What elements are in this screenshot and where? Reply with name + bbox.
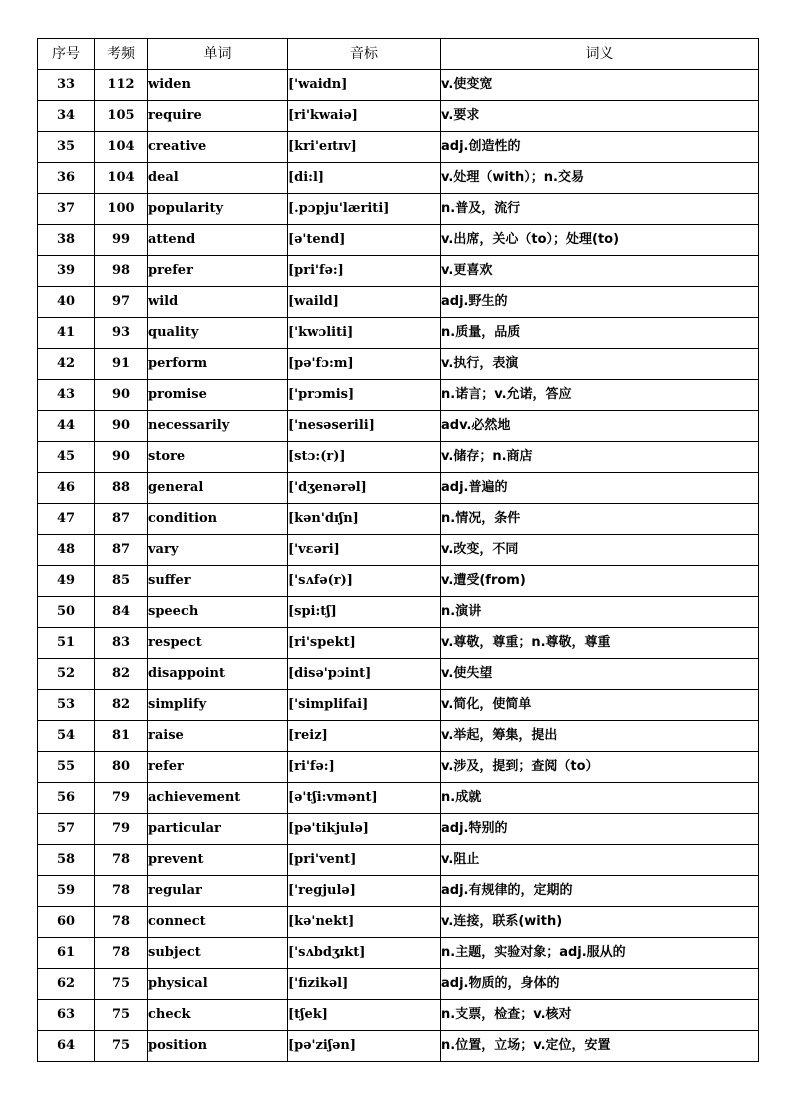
cell-word: necessarily <box>148 411 288 442</box>
cell-definition: adj.创造性的 <box>441 132 759 163</box>
table-row <box>38 318 759 349</box>
table-row <box>38 225 759 256</box>
cell-frequency: 79 <box>95 783 148 814</box>
cell-word: wild <box>148 287 288 318</box>
cell-definition: v.遭受(from) <box>441 566 759 597</box>
cell-index: 49 <box>38 566 95 597</box>
table-row <box>38 535 759 566</box>
cell-frequency: 83 <box>95 628 148 659</box>
cell-phonetic: ['sʌbdʒɪkt] <box>288 938 441 969</box>
cell-frequency: 78 <box>95 938 148 969</box>
table-body <box>38 70 759 1062</box>
header-definition: 词义 <box>441 39 759 70</box>
cell-index: 46 <box>38 473 95 504</box>
cell-definition: v.使变宽 <box>441 70 759 101</box>
cell-index: 36 <box>38 163 95 194</box>
cell-index: 62 <box>38 969 95 1000</box>
cell-word: require <box>148 101 288 132</box>
cell-word: achievement <box>148 783 288 814</box>
table-row <box>38 814 759 845</box>
table-row <box>38 287 759 318</box>
cell-phonetic: [pri'fə:] <box>288 256 441 287</box>
cell-frequency: 87 <box>95 504 148 535</box>
cell-definition: adj.普遍的 <box>441 473 759 504</box>
cell-phonetic: [ə'tend] <box>288 225 441 256</box>
cell-word: check <box>148 1000 288 1031</box>
cell-word: attend <box>148 225 288 256</box>
cell-word: simplify <box>148 690 288 721</box>
cell-word: respect <box>148 628 288 659</box>
cell-word: creative <box>148 132 288 163</box>
cell-index: 57 <box>38 814 95 845</box>
table-row <box>38 628 759 659</box>
cell-definition: adj.物质的，身体的 <box>441 969 759 1000</box>
table-row <box>38 783 759 814</box>
cell-word: connect <box>148 907 288 938</box>
cell-definition: n.位置，立场；v.定位，安置 <box>441 1031 759 1062</box>
cell-definition: n.普及，流行 <box>441 194 759 225</box>
cell-index: 39 <box>38 256 95 287</box>
cell-definition: v.改变，不同 <box>441 535 759 566</box>
cell-phonetic: ['prɔmis] <box>288 380 441 411</box>
cell-phonetic: ['simplifai] <box>288 690 441 721</box>
table-row <box>38 597 759 628</box>
cell-definition: v.阻止 <box>441 845 759 876</box>
cell-index: 53 <box>38 690 95 721</box>
cell-definition: adj.有规律的，定期的 <box>441 876 759 907</box>
cell-definition: v.更喜欢 <box>441 256 759 287</box>
cell-phonetic: [reiz] <box>288 721 441 752</box>
table-row <box>38 194 759 225</box>
cell-word: popularity <box>148 194 288 225</box>
cell-phonetic: [kə'nekt] <box>288 907 441 938</box>
header-phonetic: 音标 <box>288 39 441 70</box>
cell-definition: v.执行，表演 <box>441 349 759 380</box>
cell-index: 56 <box>38 783 95 814</box>
table-row <box>38 349 759 380</box>
cell-word: condition <box>148 504 288 535</box>
cell-phonetic: [ri'kwaiə] <box>288 101 441 132</box>
cell-index: 51 <box>38 628 95 659</box>
cell-frequency: 75 <box>95 1031 148 1062</box>
table-row <box>38 845 759 876</box>
cell-frequency: 97 <box>95 287 148 318</box>
cell-definition: v.要求 <box>441 101 759 132</box>
cell-phonetic: [pə'tikjulə] <box>288 814 441 845</box>
table-row <box>38 411 759 442</box>
cell-definition: n.诺言；v.允诺，答应 <box>441 380 759 411</box>
cell-word: widen <box>148 70 288 101</box>
cell-word: store <box>148 442 288 473</box>
table-row <box>38 132 759 163</box>
cell-word: subject <box>148 938 288 969</box>
cell-index: 61 <box>38 938 95 969</box>
cell-index: 64 <box>38 1031 95 1062</box>
cell-word: promise <box>148 380 288 411</box>
cell-phonetic: [stɔ:(r)] <box>288 442 441 473</box>
cell-definition: n.支票，检查；v.核对 <box>441 1000 759 1031</box>
cell-index: 47 <box>38 504 95 535</box>
cell-index: 59 <box>38 876 95 907</box>
cell-frequency: 105 <box>95 101 148 132</box>
cell-definition: n.质量，品质 <box>441 318 759 349</box>
table-row <box>38 163 759 194</box>
cell-index: 35 <box>38 132 95 163</box>
cell-word: prefer <box>148 256 288 287</box>
header-row <box>38 39 759 70</box>
cell-frequency: 98 <box>95 256 148 287</box>
cell-phonetic: ['kwɔliti] <box>288 318 441 349</box>
cell-definition: v.处理（with）；n.交易 <box>441 163 759 194</box>
cell-word: position <box>148 1031 288 1062</box>
table-row <box>38 659 759 690</box>
cell-phonetic: [ri'fə:] <box>288 752 441 783</box>
cell-definition: v.连接，联系(with) <box>441 907 759 938</box>
cell-frequency: 84 <box>95 597 148 628</box>
cell-phonetic: [tʃek] <box>288 1000 441 1031</box>
cell-word: deal <box>148 163 288 194</box>
table-row <box>38 256 759 287</box>
cell-definition: adj.特别的 <box>441 814 759 845</box>
cell-definition: n.情况，条件 <box>441 504 759 535</box>
cell-frequency: 75 <box>95 1000 148 1031</box>
cell-index: 60 <box>38 907 95 938</box>
cell-index: 37 <box>38 194 95 225</box>
cell-frequency: 104 <box>95 132 148 163</box>
table-row <box>38 473 759 504</box>
cell-frequency: 78 <box>95 876 148 907</box>
cell-frequency: 87 <box>95 535 148 566</box>
table-row <box>38 566 759 597</box>
cell-index: 41 <box>38 318 95 349</box>
table-row <box>38 70 759 101</box>
cell-frequency: 78 <box>95 845 148 876</box>
cell-index: 45 <box>38 442 95 473</box>
cell-frequency: 88 <box>95 473 148 504</box>
cell-phonetic: [pri'vent] <box>288 845 441 876</box>
cell-word: quality <box>148 318 288 349</box>
cell-phonetic: ['sʌfə(r)] <box>288 566 441 597</box>
cell-frequency: 78 <box>95 907 148 938</box>
cell-frequency: 90 <box>95 442 148 473</box>
table-row <box>38 442 759 473</box>
cell-frequency: 75 <box>95 969 148 1000</box>
cell-index: 58 <box>38 845 95 876</box>
cell-frequency: 91 <box>95 349 148 380</box>
table-row <box>38 969 759 1000</box>
cell-frequency: 104 <box>95 163 148 194</box>
cell-frequency: 85 <box>95 566 148 597</box>
cell-definition: adj.野生的 <box>441 287 759 318</box>
table-row <box>38 101 759 132</box>
cell-word: disappoint <box>148 659 288 690</box>
cell-phonetic: ['vɛəri] <box>288 535 441 566</box>
table-row <box>38 907 759 938</box>
vocabulary-table <box>37 38 759 1062</box>
cell-frequency: 90 <box>95 380 148 411</box>
cell-phonetic: [disə'pɔint] <box>288 659 441 690</box>
cell-index: 48 <box>38 535 95 566</box>
table-row <box>38 721 759 752</box>
table-row <box>38 938 759 969</box>
cell-frequency: 79 <box>95 814 148 845</box>
cell-word: refer <box>148 752 288 783</box>
cell-frequency: 112 <box>95 70 148 101</box>
cell-phonetic: ['regjulə] <box>288 876 441 907</box>
cell-word: perform <box>148 349 288 380</box>
cell-phonetic: [di:l] <box>288 163 441 194</box>
cell-definition: n.演讲 <box>441 597 759 628</box>
cell-frequency: 90 <box>95 411 148 442</box>
cell-index: 34 <box>38 101 95 132</box>
cell-frequency: 99 <box>95 225 148 256</box>
cell-phonetic: [spi:tʃ] <box>288 597 441 628</box>
table-row <box>38 752 759 783</box>
cell-frequency: 82 <box>95 659 148 690</box>
cell-frequency: 100 <box>95 194 148 225</box>
cell-phonetic: [pə'ziʃən] <box>288 1031 441 1062</box>
cell-phonetic: ['fizikəl] <box>288 969 441 1000</box>
cell-definition: n.成就 <box>441 783 759 814</box>
table-row <box>38 1031 759 1062</box>
cell-word: general <box>148 473 288 504</box>
cell-index: 43 <box>38 380 95 411</box>
cell-phonetic: ['nesəserili] <box>288 411 441 442</box>
cell-word: particular <box>148 814 288 845</box>
cell-word: prevent <box>148 845 288 876</box>
cell-word: suffer <box>148 566 288 597</box>
cell-index: 52 <box>38 659 95 690</box>
cell-index: 50 <box>38 597 95 628</box>
table-row <box>38 690 759 721</box>
table-row <box>38 380 759 411</box>
cell-phonetic: [ri'spekt] <box>288 628 441 659</box>
cell-word: raise <box>148 721 288 752</box>
cell-phonetic: [ə'tʃi:vmənt] <box>288 783 441 814</box>
header-frequency: 考频 <box>95 39 148 70</box>
cell-definition: v.简化，使简单 <box>441 690 759 721</box>
cell-phonetic: ['waidn] <box>288 70 441 101</box>
cell-phonetic: [kri'eɪtɪv] <box>288 132 441 163</box>
cell-phonetic: [kən'dɪʃn] <box>288 504 441 535</box>
cell-index: 55 <box>38 752 95 783</box>
table-row <box>38 504 759 535</box>
cell-frequency: 93 <box>95 318 148 349</box>
cell-definition: v.涉及，提到；查阅（to） <box>441 752 759 783</box>
cell-definition: v.使失望 <box>441 659 759 690</box>
cell-phonetic: [.pɔpju'læriti] <box>288 194 441 225</box>
cell-index: 33 <box>38 70 95 101</box>
cell-phonetic: [pə'fɔ:m] <box>288 349 441 380</box>
table-header <box>38 39 759 70</box>
cell-index: 42 <box>38 349 95 380</box>
cell-index: 40 <box>38 287 95 318</box>
cell-index: 54 <box>38 721 95 752</box>
table-row <box>38 876 759 907</box>
cell-definition: v.举起，筹集，提出 <box>441 721 759 752</box>
cell-word: regular <box>148 876 288 907</box>
cell-index: 38 <box>38 225 95 256</box>
cell-index: 44 <box>38 411 95 442</box>
cell-word: physical <box>148 969 288 1000</box>
cell-definition: v.尊敬，尊重；n.尊敬，尊重 <box>441 628 759 659</box>
header-word: 单词 <box>148 39 288 70</box>
cell-frequency: 81 <box>95 721 148 752</box>
cell-frequency: 82 <box>95 690 148 721</box>
header-index: 序号 <box>38 39 95 70</box>
cell-phonetic: ['dʒenərəl] <box>288 473 441 504</box>
table-row <box>38 1000 759 1031</box>
cell-definition: n.主题，实验对象；adj.服从的 <box>441 938 759 969</box>
cell-word: speech <box>148 597 288 628</box>
cell-definition: adv.必然地 <box>441 411 759 442</box>
cell-index: 63 <box>38 1000 95 1031</box>
cell-definition: v.出席，关心（to）；处理(to) <box>441 225 759 256</box>
cell-frequency: 80 <box>95 752 148 783</box>
cell-phonetic: [waild] <box>288 287 441 318</box>
cell-word: vary <box>148 535 288 566</box>
cell-definition: v.储存；n.商店 <box>441 442 759 473</box>
